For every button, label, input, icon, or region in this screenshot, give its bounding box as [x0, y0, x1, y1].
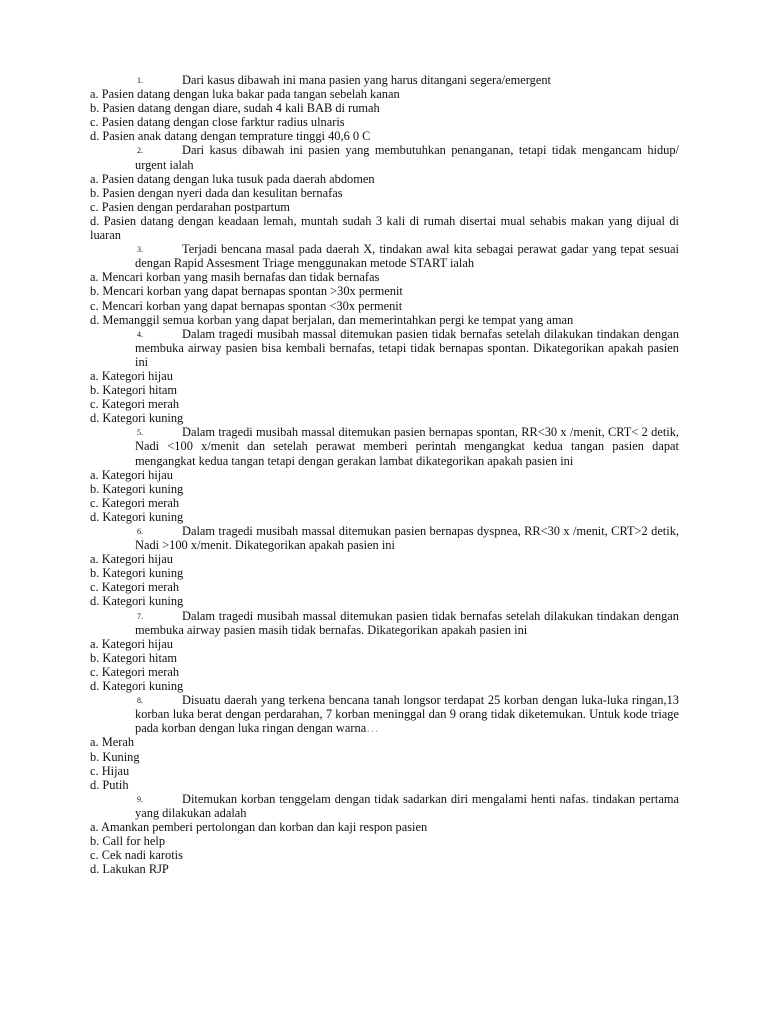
answer-option: a. Pasien datang dengan luka tusuk pada daerah abdomen	[90, 171, 375, 186]
answer-option: a. Kategori hijau	[90, 552, 173, 567]
answer-option: b. Kategori hitam	[90, 383, 178, 398]
answer-option: c. Cek nadi karotis	[90, 848, 183, 863]
answer-option: a. Merah	[90, 735, 135, 750]
answer-option: d. Memanggil semua korban yang dapat berjalan, dan memerintahkan pergi ke tempat yang aman	[90, 312, 574, 327]
question	[90, 524, 679, 552]
question-text	[135, 327, 679, 369]
question-block	[90, 609, 679, 694]
question-text	[135, 143, 679, 171]
question-block	[90, 693, 679, 792]
question-number: 9.	[137, 794, 143, 804]
answer-option: a. Kategori hijau	[90, 636, 173, 651]
answer-option: a. Mencari korban yang masih bernafas dan tidak bernafas	[90, 270, 380, 285]
question-block	[90, 425, 679, 524]
question-block	[90, 524, 679, 609]
answer-option: c. Kategori merah	[90, 495, 180, 510]
answer-option: a. Pasien datang dengan luka bakar pada tangan sebelah kanan	[90, 87, 400, 102]
answer-option: b. Mencari korban yang dapat bernapas spontan >30x permenit	[90, 284, 403, 299]
answer-option: d. Putih	[90, 777, 129, 792]
question-block	[90, 327, 679, 426]
question-text-content: Ditemukan korban tenggelam dengan tidak sadarkan diri mengalami henti nafas. tindakan pertama yang dilakukan adalah	[135, 791, 679, 820]
answer-option: c. Mencari korban yang dapat bernapas spontan <30x permenit	[90, 298, 403, 313]
answer-option: b. Pasien dengan nyeri dada dan kesulitan bernafas	[90, 185, 343, 200]
question-text-content: Dalam tragedi musibah massal ditemukan pasien bernapas dyspnea, RR<30 x /menit, CRT>2 detik, Nadi >100 x/menit. Dikategorikan apakah pasien ini	[135, 524, 679, 553]
question-number: 1.	[137, 76, 143, 85]
question-text	[135, 242, 679, 270]
answer-option: a. Amankan pemberi pertolongan dan korban dan kaji respon pasien	[90, 819, 428, 834]
question-block	[90, 73, 679, 143]
question	[90, 143, 679, 171]
question-number: 6.	[137, 527, 143, 536]
question-number: 8.	[137, 696, 143, 706]
question	[90, 792, 679, 820]
answer-option: d. Kategori kuning	[90, 411, 184, 426]
question-text	[135, 792, 679, 820]
answer-option: c. Kategori merah	[90, 397, 180, 412]
question	[90, 327, 679, 369]
question-number: 7.	[137, 611, 143, 621]
question	[90, 73, 679, 87]
question-text-content: Dari kasus dibawah ini mana pasien yang harus ditangani segera/emergent	[182, 73, 551, 87]
answer-option: c. Kategori merah	[90, 580, 180, 595]
question-text	[135, 73, 679, 87]
answer-option: a. Kategori hijau	[90, 467, 173, 482]
question	[90, 242, 679, 270]
question-text-content: Terjadi bencana masal pada daerah X, tindakan awal kita sebagai perawat gadar yang tepat sesuai dengan Rapid Assesment Triage menggunakan metode START ialah	[135, 242, 679, 271]
question-text	[135, 524, 679, 552]
question	[90, 609, 679, 637]
question-text	[135, 609, 679, 637]
answer-option: c. Hijau	[90, 763, 130, 778]
answer-option: c. Pasien dengan perdarahan postpartum	[90, 199, 290, 214]
quiz-document	[90, 73, 679, 876]
question-text-ellipsis: …	[366, 721, 379, 736]
question-text	[135, 693, 679, 735]
question-block	[90, 792, 679, 877]
answer-option: b. Kategori kuning	[90, 481, 184, 496]
question	[90, 425, 679, 467]
answer-option: b. Kategori hitam	[90, 650, 178, 665]
question-number: 5.	[137, 428, 143, 438]
question-text-content: Dalam tragedi musibah massal ditemukan pasien tidak bernafas setelah dilakukan tindakan dengan membuka airway pasien bisa kembali bernafas, tetapi tidak bernapas spontan. Dikategorikan apakah pasien ini	[135, 326, 679, 369]
answer-option: c. Pasien datang dengan close farktur radius ulnaris	[90, 115, 345, 130]
question-text	[135, 425, 679, 467]
answer-option: b. Kuning	[90, 749, 140, 764]
question-number: 4.	[137, 329, 143, 339]
question	[90, 693, 679, 735]
answer-option: d. Lakukan RJP	[90, 862, 169, 877]
answer-option: c. Kategori merah	[90, 664, 180, 679]
answer-option: d. Pasien datang dengan keadaan lemah, muntah sudah 3 kali di rumah disertai mual sehabis makan yang dijual di luaran	[90, 213, 679, 243]
question-text-content: Dari kasus dibawah ini pasien yang membutuhkan penanganan, tetapi tidak mengancam hidup/ urgent ialah	[135, 143, 679, 172]
question-text-content: Disuatu daerah yang terkena bencana tanah longsor terdapat 25 korban dengan luka-luka ringan,13 korban luka berat dengan perdarahan, 7 korban meninggal dan 9 orang tidak diketemukan. Untuk kode triage pada korban dengan luka ringan dengan warna	[135, 693, 679, 736]
answer-option: d. Kategori kuning	[90, 594, 184, 609]
question-text-content: Dalam tragedi musibah massal ditemukan pasien bernapas spontan, RR<30 x /menit, CRT< 2 detik, Nadi <100 x/menit dan setelah perawat memberi perintah mengangkat kedua tangan pasien dapat mengangkat kedua tangan tetapi dengan gerakan lambat dikategorikan apakah pasien ini	[135, 425, 679, 468]
answer-option: b. Kategori kuning	[90, 566, 184, 581]
answer-option: d. Kategori kuning	[90, 509, 184, 524]
question-number: 3.	[137, 245, 143, 255]
question-block	[90, 242, 679, 327]
answer-option: a. Kategori hijau	[90, 368, 173, 383]
answer-option: d. Pasien anak datang dengan temprature tinggi 40,6 0 C	[90, 129, 371, 144]
answer-option: b. Pasien datang dengan diare, sudah 4 kali BAB di rumah	[90, 101, 380, 116]
question-number: 2.	[137, 146, 143, 156]
question-block	[90, 143, 679, 242]
answer-option: b. Call for help	[90, 834, 166, 849]
question-text-content: Dalam tragedi musibah massal ditemukan pasien tidak bernafas setelah dilakukan tindakan dengan membuka airway pasien masih tidak bernafas. Dikategorikan apakah pasien ini	[135, 608, 679, 637]
answer-option: d. Kategori kuning	[90, 679, 184, 694]
